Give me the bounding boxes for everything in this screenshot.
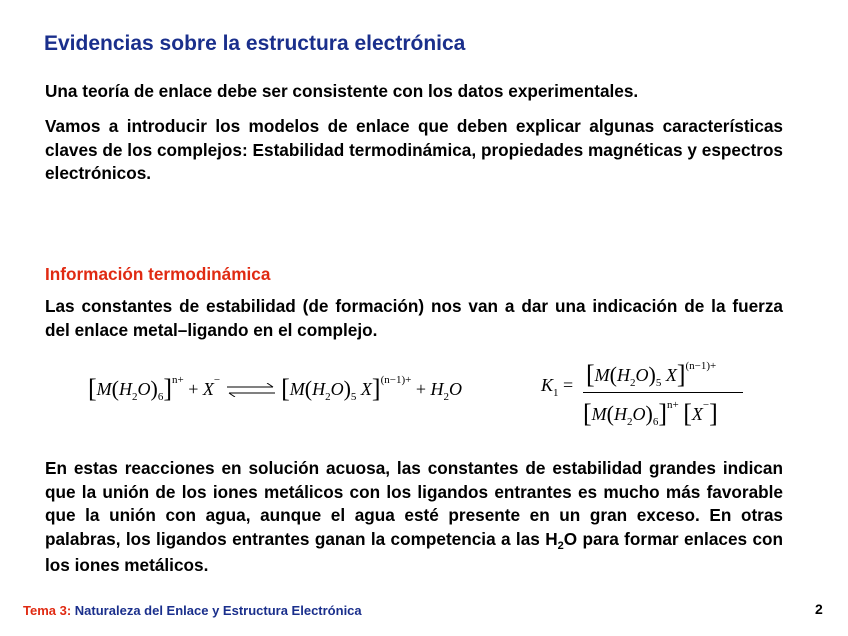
k1-denominator: $[M(H_2O)_6]^{n+}$ [X−]	[583, 399, 718, 428]
footer-topic-text: Naturaleza del Enlace y Estructura Electrónica	[74, 603, 362, 618]
page-number: 2	[815, 601, 823, 617]
footer-label: Tema 3:	[23, 603, 72, 618]
reaction-equation: $[M(H_2O)_6]^{n+} + X^-$ [$M(H_2O)_5$ $X]^{(n-1)+} + H_2O$	[88, 374, 462, 403]
intro-paragraph: Una teoría de enlace debe ser consistente con los datos experimentales.	[45, 81, 639, 101]
fraction-bar	[583, 392, 743, 393]
section-heading: Información termodinámica	[45, 264, 271, 284]
slide-title: Evidencias sobre la estructura electrónica	[44, 32, 466, 55]
models-paragraph: Vamos a introducir los modelos de enlace que deben explicar algunas características claves de los complejos: Estabilidad termodinámica, propiedades magnéticas y espectros electrónicos.	[45, 116, 783, 183]
footer-topic	[23, 603, 362, 618]
constants-paragraph: Las constantes de estabilidad (de formación) nos van a dar una indicación de la fuerza del enlace metal–ligando en el complejo.	[45, 296, 783, 340]
conclusion-paragraph: En estas reacciones en solución acuosa, las constantes de estabilidad grandes indican que la unión de los iones metálicos con los ligandos entrantes es mucho más favorable que la unión con agua, aunque el agua esté presente en un gran exceso. En otras palabras, los ligandos entrantes ganan la competencia a las $H_2O$ para formar enlaces con los iones metálicos.	[45, 458, 783, 575]
k1-numerator: [$M(H_2O)_5$ X]$^{(n-1)+}$	[586, 360, 717, 389]
equilibrium-arrow-icon	[225, 382, 277, 396]
k1-label: $K_1$ =	[541, 375, 574, 399]
